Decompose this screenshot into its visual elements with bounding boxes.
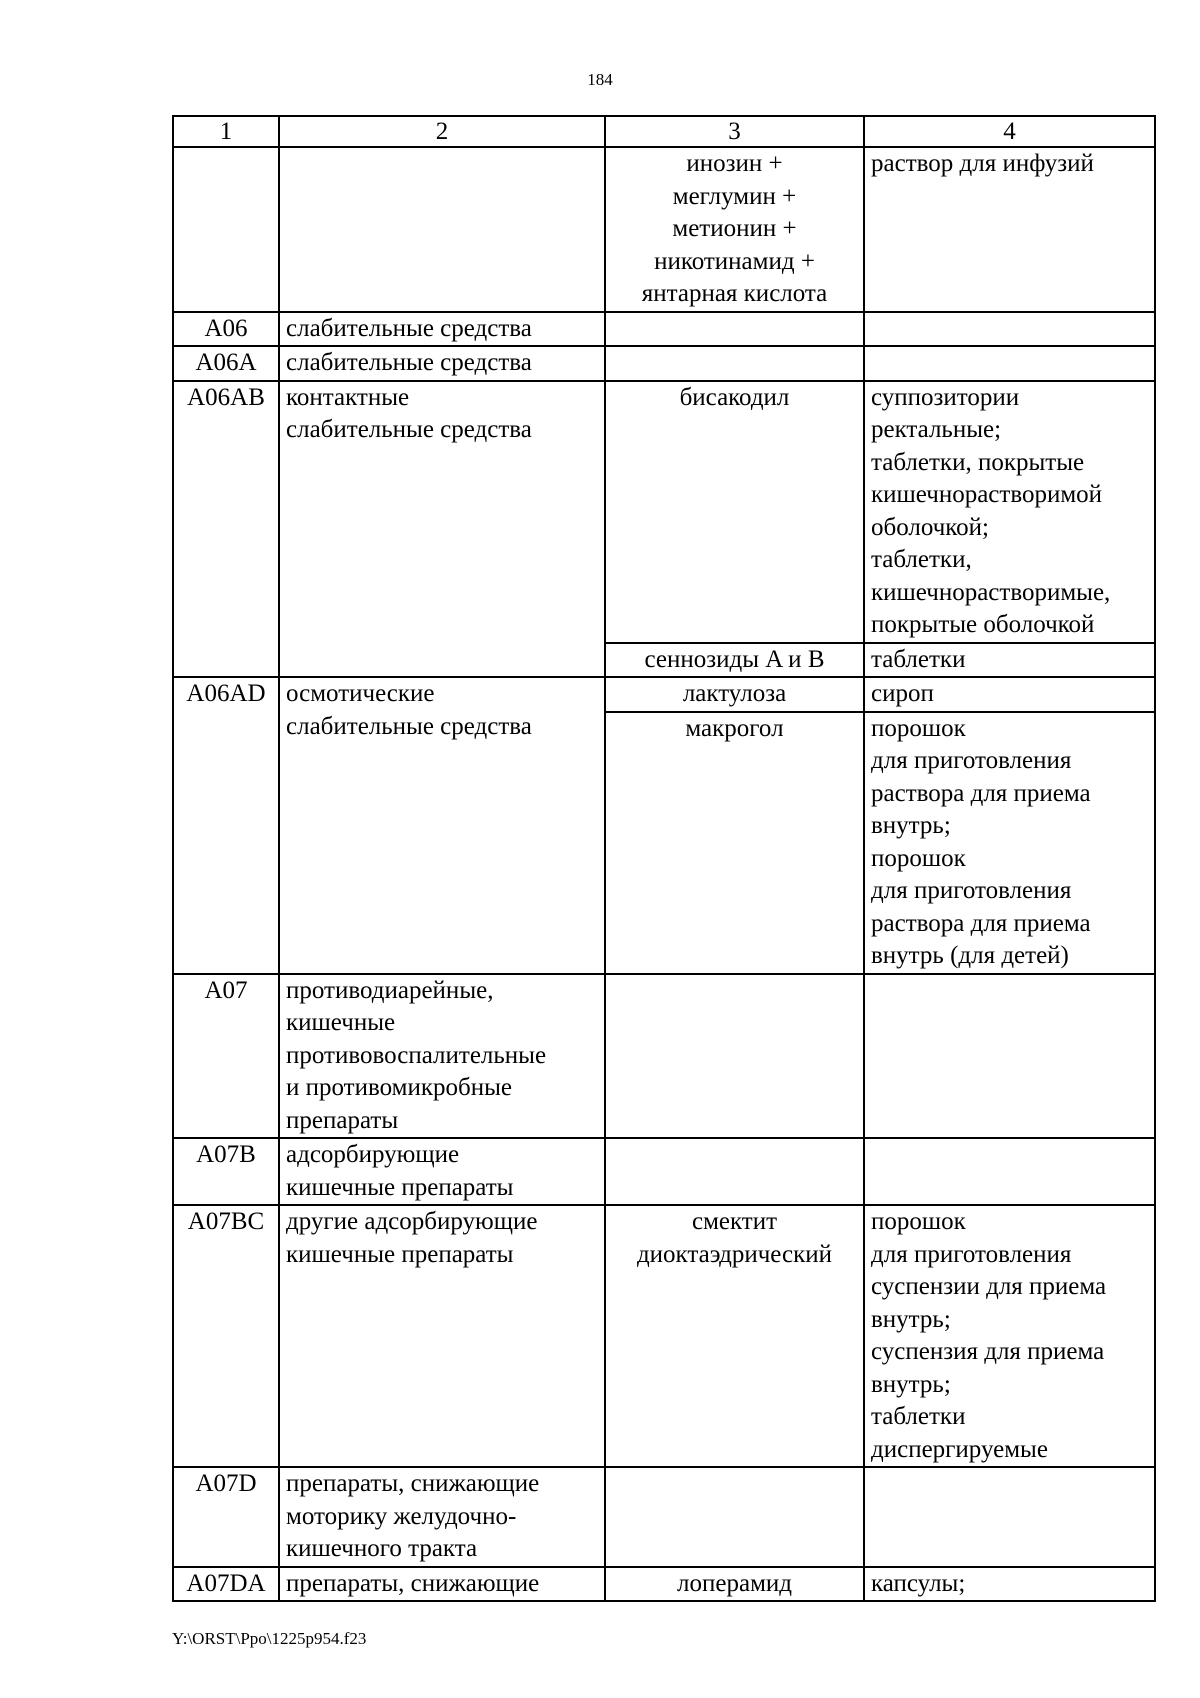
dosage-form-cell-line: для приготовления xyxy=(871,1240,1072,1268)
group-name-cell-line: противодиарейные, xyxy=(286,976,494,1004)
table-row xyxy=(173,1205,1155,1467)
page-number: 184 xyxy=(587,70,613,89)
dosage-form-cell xyxy=(864,147,1155,312)
dosage-form-cell xyxy=(864,1467,1155,1567)
dosage-form-cell-line: таблетки, xyxy=(871,546,972,573)
group-name-cell-line: моторику желудочно- xyxy=(286,1502,517,1530)
dosage-form-cell-line: суспензия для приема xyxy=(871,1338,1105,1365)
table-row xyxy=(173,677,1155,712)
group-name-cell xyxy=(279,1567,605,1602)
group-name-cell-line: и противомикробные xyxy=(286,1074,512,1101)
substance-cell-line: никотинамид + xyxy=(654,247,815,275)
dosage-form-cell-line: для приготовления xyxy=(871,877,1072,904)
group-name-cell xyxy=(279,1467,605,1567)
table-row xyxy=(173,346,1155,381)
group-name-cell-line: слабительные средства xyxy=(286,416,532,443)
atc-code-cell xyxy=(173,312,279,347)
dosage-form-cell xyxy=(864,1567,1155,1602)
dosage-form-cell-line: капсулы; xyxy=(871,1569,966,1597)
atc-code-cell-line: A07DA xyxy=(186,1569,266,1597)
atc-code-cell-line: A06AB xyxy=(187,383,265,411)
table-row xyxy=(173,312,1155,347)
dosage-form-cell-line: сироп xyxy=(871,680,934,707)
substance-cell xyxy=(605,346,864,381)
dosage-form-cell xyxy=(864,312,1155,347)
table-row xyxy=(173,1467,1155,1567)
atc-code-cell xyxy=(173,346,279,381)
dosage-form-cell xyxy=(864,1138,1155,1205)
dosage-form-cell-line: таблетки xyxy=(871,645,966,673)
dosage-form-cell xyxy=(864,1205,1155,1467)
dosage-form-cell-line: для приготовления xyxy=(871,747,1072,774)
atc-code-cell-line: A06A xyxy=(195,349,257,376)
group-name-cell-line: осмотические xyxy=(286,680,435,707)
dosage-form-cell-line: суппозитории xyxy=(871,383,1020,411)
atc-code-cell xyxy=(173,1467,279,1567)
substance-cell-line: инозин + xyxy=(686,150,783,177)
dosage-form-cell-line: порошок xyxy=(871,1208,966,1235)
substance-cell-line: янтарная кислота xyxy=(641,280,828,307)
atc-code-cell xyxy=(173,147,279,312)
group-name-cell-line: слабительные средства xyxy=(286,349,532,376)
substance-cell-line: диоктаэдрический xyxy=(636,1240,833,1268)
header-cell: 3 xyxy=(605,116,864,147)
substance-cell-line: метионин + xyxy=(672,215,797,242)
dosage-form-cell-line: раствора для приема xyxy=(871,909,1091,937)
group-name-cell xyxy=(279,312,605,347)
drug-table xyxy=(172,115,1156,1602)
dosage-form-cell-line: внутрь; xyxy=(871,812,951,839)
group-name-cell xyxy=(279,346,605,381)
substance-cell xyxy=(605,677,864,712)
drug-table-body xyxy=(173,116,1155,1601)
substance-cell xyxy=(605,712,864,974)
substance-cell xyxy=(605,643,864,678)
substance-cell-line: смектит xyxy=(691,1208,778,1235)
dosage-form-cell-line: внутрь; xyxy=(871,1305,951,1333)
dosage-form-cell-line: порошок xyxy=(871,844,966,872)
substance-cell xyxy=(605,147,864,312)
atc-code-cell-line: A07B xyxy=(196,1141,256,1168)
atc-code-cell-line: A07D xyxy=(195,1470,257,1497)
substance-cell xyxy=(605,1205,864,1467)
atc-code-cell xyxy=(173,1138,279,1205)
file-path-footer: Y:\ORST\Ppo\1225p954.f23 xyxy=(172,1629,367,1648)
group-name-cell xyxy=(279,1138,605,1205)
group-name-cell-line: кишечного тракта xyxy=(286,1535,478,1562)
substance-cell-line: меглумин + xyxy=(672,182,797,210)
table-row xyxy=(173,1138,1155,1205)
dosage-form-cell-line: диспергируемые xyxy=(871,1435,1048,1463)
header-cell: 1 xyxy=(173,116,279,147)
dosage-form-cell xyxy=(864,712,1155,974)
dosage-form-cell xyxy=(864,677,1155,712)
table-row xyxy=(173,974,1155,1139)
substance-cell-line: макрогол xyxy=(685,714,784,742)
substance-cell xyxy=(605,1467,864,1567)
substance-cell xyxy=(605,1138,864,1205)
group-name-cell-line: противовоспалительные xyxy=(286,1041,547,1069)
dosage-form-cell-line: таблетки, покрытые xyxy=(871,448,1085,476)
group-name-cell-line: кишечные препараты xyxy=(286,1173,514,1201)
substance-cell-line: сеннозиды A и B xyxy=(644,645,825,673)
substance-cell xyxy=(605,381,864,643)
substance-cell-line: лоперамид xyxy=(677,1569,792,1597)
group-name-cell-line: препараты, снижающие xyxy=(286,1569,540,1597)
header-row xyxy=(173,116,1155,147)
group-name-cell-line: контактные xyxy=(286,383,410,411)
atc-code-cell xyxy=(173,677,279,974)
dosage-form-cell-line: внутрь; xyxy=(871,1370,951,1398)
dosage-form-cell-line: порошок xyxy=(871,714,966,742)
atc-code-cell xyxy=(173,381,279,678)
dosage-form-cell xyxy=(864,381,1155,643)
group-name-cell-line: кишечные xyxy=(286,1009,396,1036)
group-name-cell-line: препараты xyxy=(286,1106,399,1134)
group-name-cell-line: адсорбирующие xyxy=(286,1141,460,1168)
group-name-cell-line: слабительные средства xyxy=(286,712,532,740)
dosage-form-cell-line: оболочкой; xyxy=(871,513,989,541)
group-name-cell-line: кишечные препараты xyxy=(286,1240,514,1268)
substance-cell-line: бисакодил xyxy=(679,383,790,411)
dosage-form-cell xyxy=(864,974,1155,1139)
group-name-cell xyxy=(279,381,605,678)
header-cell: 4 xyxy=(864,116,1155,147)
dosage-form-cell xyxy=(864,643,1155,678)
dosage-form-cell-line: кишечнорастворимой xyxy=(871,481,1103,508)
atc-code-cell-line: A07 xyxy=(204,976,248,1004)
atc-code-cell xyxy=(173,1567,279,1602)
group-name-cell xyxy=(279,1205,605,1467)
header-cell: 2 xyxy=(279,116,605,147)
atc-code-cell-line: A06AD xyxy=(186,680,266,707)
dosage-form-cell-line: таблетки xyxy=(871,1403,966,1430)
table-row xyxy=(173,147,1155,312)
dosage-form-cell-line: суспензии для приема xyxy=(871,1273,1107,1300)
atc-code-cell-line: A07BC xyxy=(187,1208,265,1235)
atc-code-cell xyxy=(173,1205,279,1467)
atc-code-cell xyxy=(173,974,279,1139)
substance-cell xyxy=(605,1567,864,1602)
group-name-cell-line: слабительные средства xyxy=(286,314,532,342)
substance-cell-line: лактулоза xyxy=(682,680,787,707)
dosage-form-cell-line: кишечнорастворимые, xyxy=(871,578,1111,606)
table-row xyxy=(173,381,1155,643)
group-name-cell-line: препараты, снижающие xyxy=(286,1470,540,1497)
dosage-form-cell-line: внутрь (для детей) xyxy=(871,942,1069,969)
dosage-form-cell-line: раствор для инфузий xyxy=(871,150,1094,177)
atc-code-cell-line: A06 xyxy=(204,314,248,342)
dosage-form-cell-line: ректальные; xyxy=(871,416,1002,443)
dosage-form-cell-line: раствора для приема xyxy=(871,779,1091,807)
dosage-form-cell-line: покрытые оболочкой xyxy=(871,611,1095,638)
dosage-form-cell xyxy=(864,346,1155,381)
group-name-cell xyxy=(279,677,605,974)
group-name-cell xyxy=(279,147,605,312)
table-row xyxy=(173,1567,1155,1602)
substance-cell xyxy=(605,312,864,347)
group-name-cell-line: другие адсорбирующие xyxy=(286,1208,538,1235)
substance-cell xyxy=(605,974,864,1139)
group-name-cell xyxy=(279,974,605,1139)
